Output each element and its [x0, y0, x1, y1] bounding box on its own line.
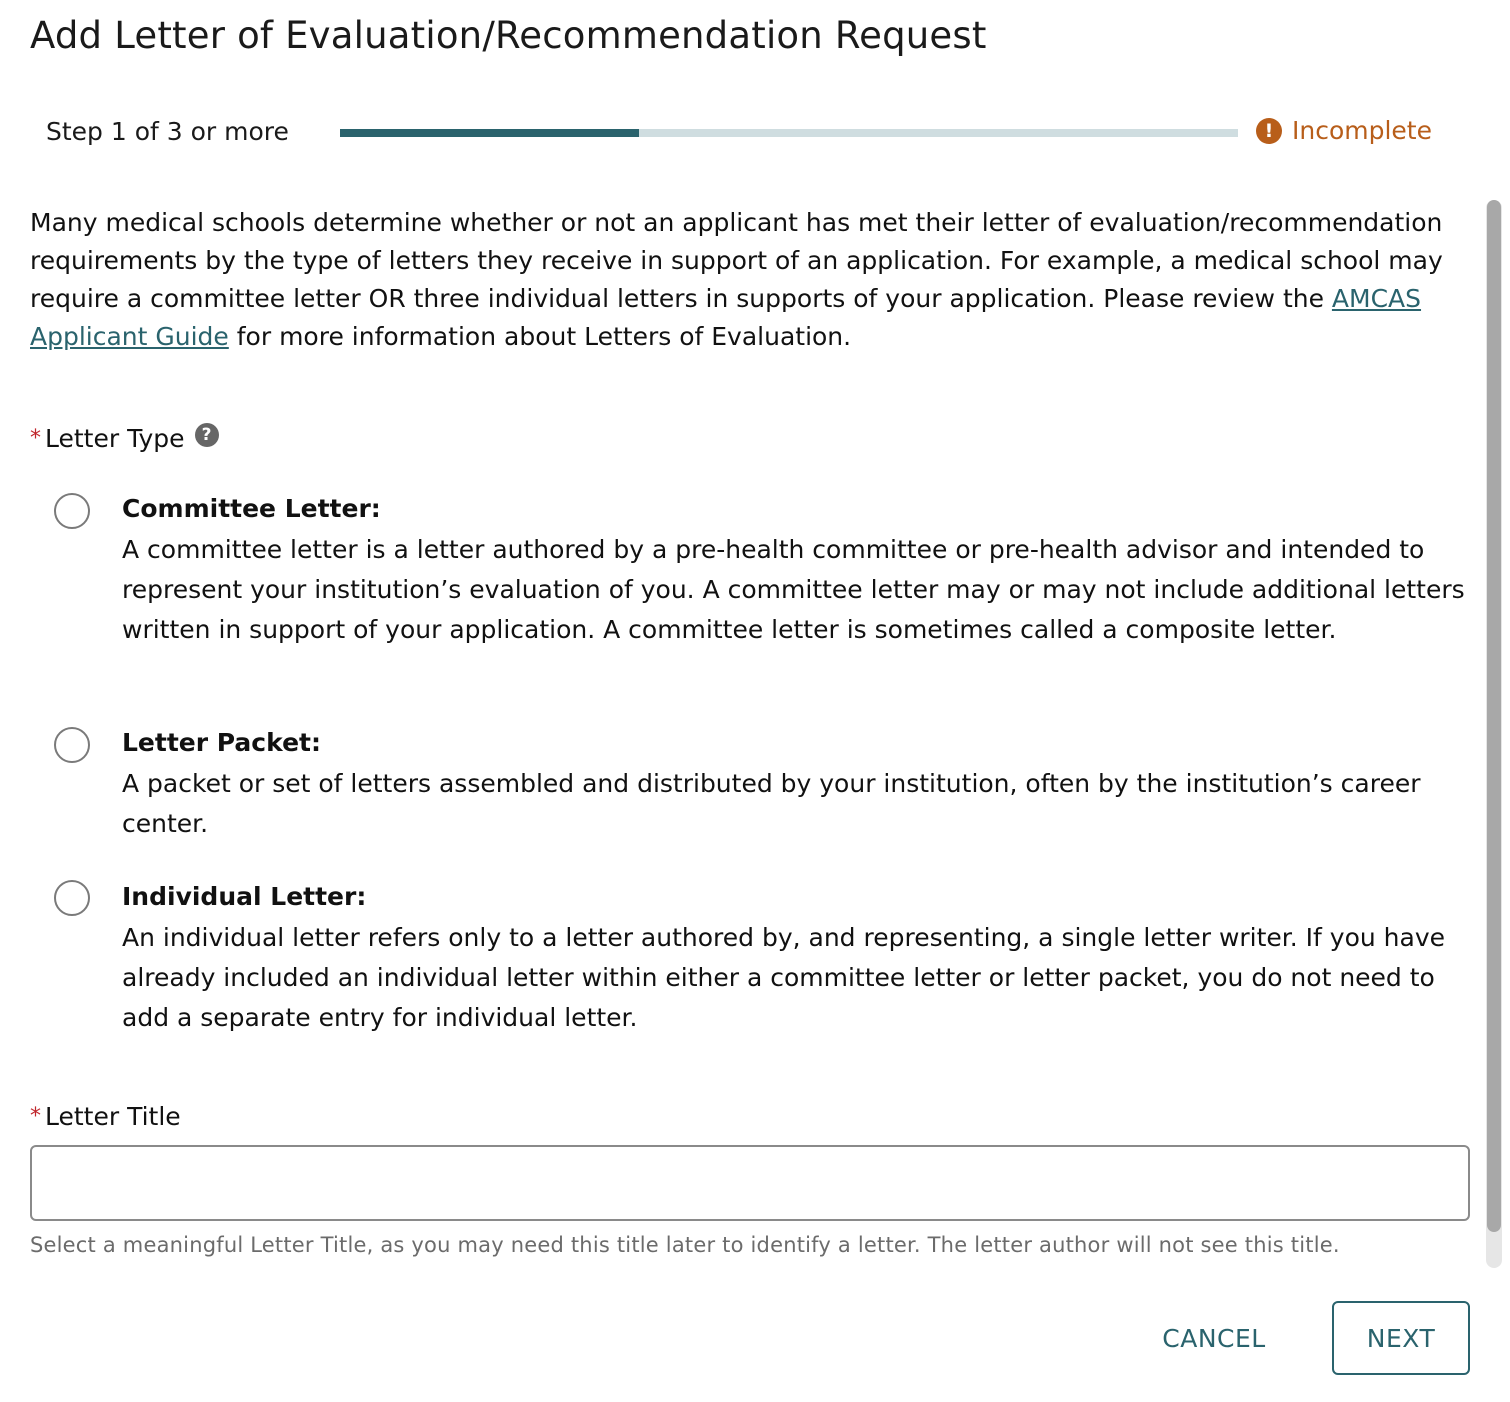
letter-title-label-text: Letter Title: [45, 1102, 181, 1131]
progress-bar-fill: [340, 129, 639, 137]
status-badge: [1256, 116, 1432, 145]
option-title-individual-letter: Individual Letter:: [122, 882, 367, 911]
step-indicator: Step 1 of 3 or more: [46, 117, 289, 146]
option-description-letter-packet: A packet or set of letters assembled and distributed by your institution, often by the institution’s career center.: [122, 769, 1421, 838]
required-marker: *: [30, 426, 41, 451]
next-button[interactable]: NEXT: [1332, 1301, 1470, 1375]
radio-letter-packet[interactable]: [54, 727, 90, 763]
option-title-letter-packet: Letter Packet:: [122, 728, 321, 757]
option-description-committee-letter: A committee letter is a letter authored by a pre-health committee or pre-health advisor and intended to represent your institution’s evaluation of you. A committee letter may or may not include additional letters written in support of your application. A committee letter is sometimes called a composite letter.: [122, 535, 1465, 644]
progress-bar: [340, 129, 1238, 137]
option-description-individual-letter: An individual letter refers only to a letter authored by, and representing, a single letter writer. If you have already included an individual letter within either a committee letter or letter packet, you do not need to add a separate entry for individual letter.: [122, 923, 1446, 1032]
radio-committee-letter[interactable]: [54, 493, 90, 529]
amcas-applicant-guide-link[interactable]: AMCAS Applicant Guide: [30, 284, 1422, 351]
intro-text-before: Many medical schools determine whether or not an applicant has met their letter of evaluation/recommendation requirements by the type of letters they receive in support of an application. For example, a medical school may require a committee letter OR three individual letters in supports of your application. Please review the: [30, 208, 1443, 313]
intro-paragraph: [30, 204, 1470, 356]
scrollbar[interactable]: [1486, 200, 1502, 1268]
letter-title-label: [30, 1102, 181, 1131]
letter-type-label-text: Letter Type: [45, 424, 185, 453]
exclamation-circle-icon: !: [1256, 118, 1282, 144]
scrollbar-thumb[interactable]: [1487, 200, 1501, 1232]
help-icon[interactable]: ?: [195, 423, 219, 447]
cancel-button[interactable]: CANCEL: [1140, 1302, 1288, 1374]
required-marker: *: [30, 1104, 41, 1129]
letter-title-hint: Select a meaningful Letter Title, as you may need this title later to identify a letter. The letter author will not see this title.: [30, 1233, 1340, 1257]
intro-text-after: for more information about Letters of Evaluation.: [228, 322, 852, 351]
dialog-title: Add Letter of Evaluation/Recommendation Request: [30, 14, 987, 57]
radio-individual-letter[interactable]: [54, 880, 90, 916]
letter-title-input[interactable]: [30, 1145, 1470, 1221]
status-label: Incomplete: [1292, 116, 1432, 145]
option-title-committee-letter: Committee Letter:: [122, 494, 381, 523]
letter-type-label: [30, 424, 219, 453]
